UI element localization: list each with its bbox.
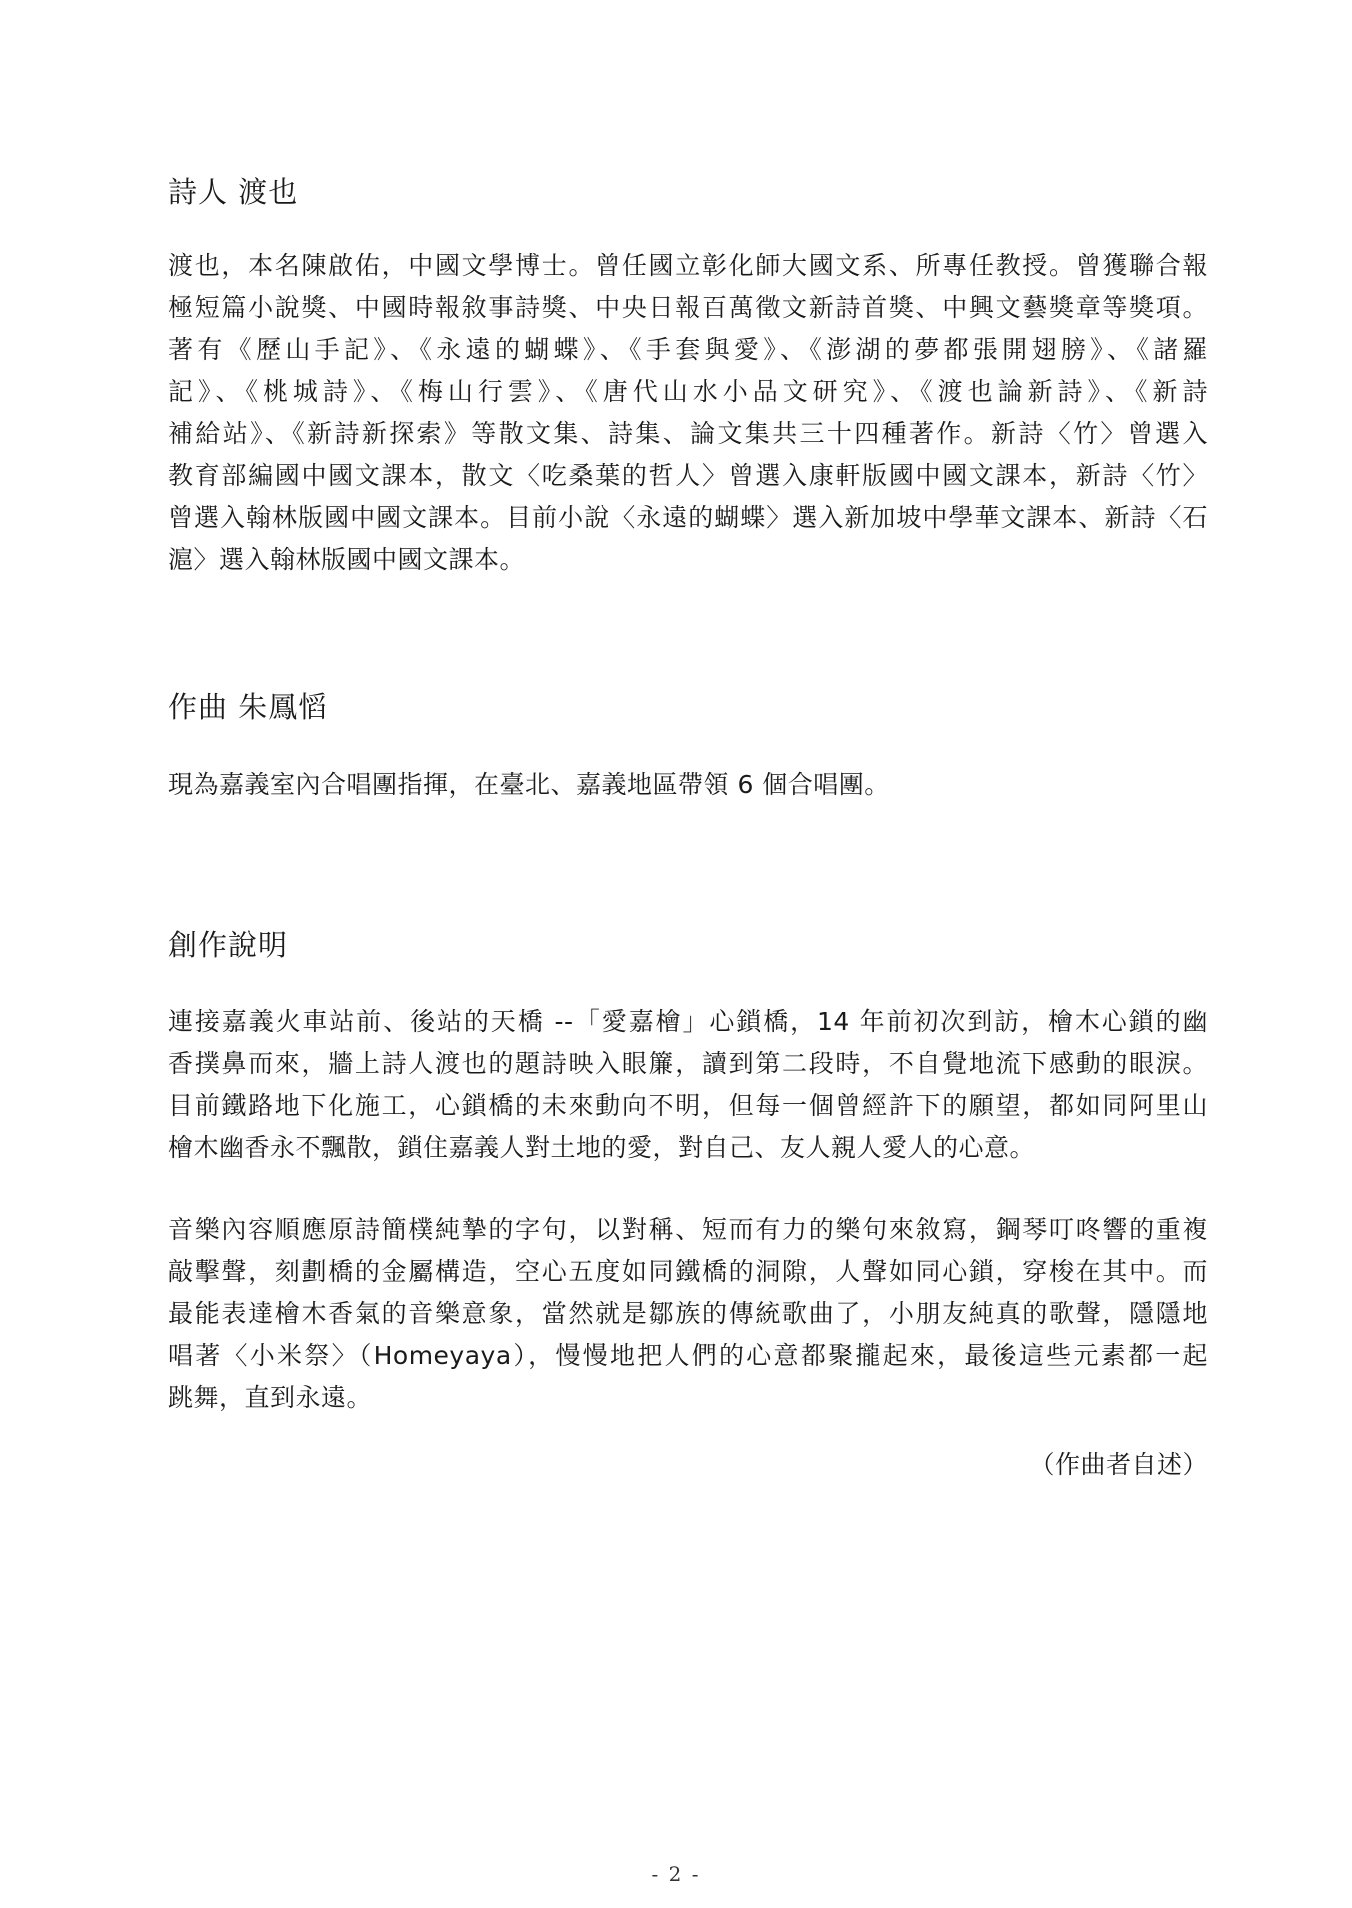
poet-bio bbox=[168, 245, 1208, 581]
notes-paragraph-1 bbox=[168, 1001, 1208, 1169]
notes-paragraph-2 bbox=[168, 1209, 1208, 1419]
page-number: - 2 - bbox=[651, 1862, 701, 1886]
notes-line: 最能表達檜木香氣的音樂意象，當然就是鄒族的傳統歌曲了，小朋友純真的歌聲，隱隱地 bbox=[168, 1299, 1208, 1328]
notes-line: 目前鐵路地下化施工，心鎖橋的未來動向不明，但每一個曾經許下的願望，都如同阿里山 bbox=[168, 1091, 1208, 1120]
notes-line: 敲擊聲，刻劃橋的金屬構造，空心五度如同鐵橋的洞隙，人聲如同心鎖，穿梭在其中。而 bbox=[168, 1257, 1208, 1286]
notes-line: 香撲鼻而來，牆上詩人渡也的題詩映入眼簾，讀到第二段時，不自覺地流下感動的眼淚。 bbox=[168, 1049, 1208, 1078]
composer-bio bbox=[168, 764, 1208, 806]
composer-heading: 作曲 朱鳳慆 bbox=[168, 690, 329, 724]
notes-line: 唱著〈小米祭〉（Homeyaya），慢慢地把人們的心意都聚攏起來，最後這些元素都一起 bbox=[168, 1341, 1208, 1370]
notes-line: 檜木幽香永不飄散，鎖住嘉義人對土地的愛，對自己、友人親人愛人的心意。 bbox=[168, 1133, 1036, 1162]
notes-line: 音樂內容順應原詩簡樸純摯的字句，以對稱、短而有力的樂句來敘寫，鋼琴叮咚響的重複 bbox=[168, 1215, 1208, 1244]
notes-line: 跳舞，直到永遠。 bbox=[168, 1383, 373, 1412]
poet-bio-line: 極短篇小說獎、中國時報敘事詩獎、中央日報百萬徵文新詩首獎、中興文藝獎章等獎項。 bbox=[168, 293, 1208, 322]
poet-bio-line: 曾選入翰林版國中國文課本。目前小說〈永遠的蝴蝶〉選入新加坡中學華文課本、新詩〈石 bbox=[168, 503, 1208, 532]
composer-bio-line: 現為嘉義室內合唱團指揮，在臺北、嘉義地區帶領 6 個合唱團。 bbox=[168, 770, 890, 799]
notes-heading: 創作說明 bbox=[168, 928, 289, 962]
poet-bio-line: 渡也，本名陳啟佑，中國文學博士。曾任國立彰化師大國文系、所專任教授。曾獲聯合報 bbox=[168, 251, 1208, 280]
poet-bio-line: 著有《歷山手記》、《永遠的蝴蝶》、《手套與愛》、《澎湖的夢都張開翅膀》、《諸羅 bbox=[168, 335, 1208, 364]
poet-bio-line: 滬〉選入翰林版國中國文課本。 bbox=[168, 545, 526, 574]
poet-bio-line: 教育部編國中國文課本，散文〈吃桑葉的哲人〉曾選入康軒版國中國文課本，新詩〈竹〉 bbox=[168, 461, 1208, 490]
notes-line: 連接嘉義火車站前、後站的天橋 --「愛嘉檜」心鎖橋，14 年前初次到訪，檜木心鎖的幽 bbox=[168, 1007, 1208, 1036]
poet-heading: 詩人 渡也 bbox=[168, 175, 299, 209]
composer-signature: （作曲者自述） bbox=[1029, 1450, 1208, 1479]
poet-bio-line: 記》、《桃城詩》、《梅山行雲》、《唐代山水小品文研究》、《渡也論新詩》、《新詩 bbox=[168, 377, 1208, 406]
poet-bio-line: 補給站》、《新詩新探索》等散文集、詩集、論文集共三十四種著作。新詩〈竹〉曾選入 bbox=[168, 419, 1208, 448]
